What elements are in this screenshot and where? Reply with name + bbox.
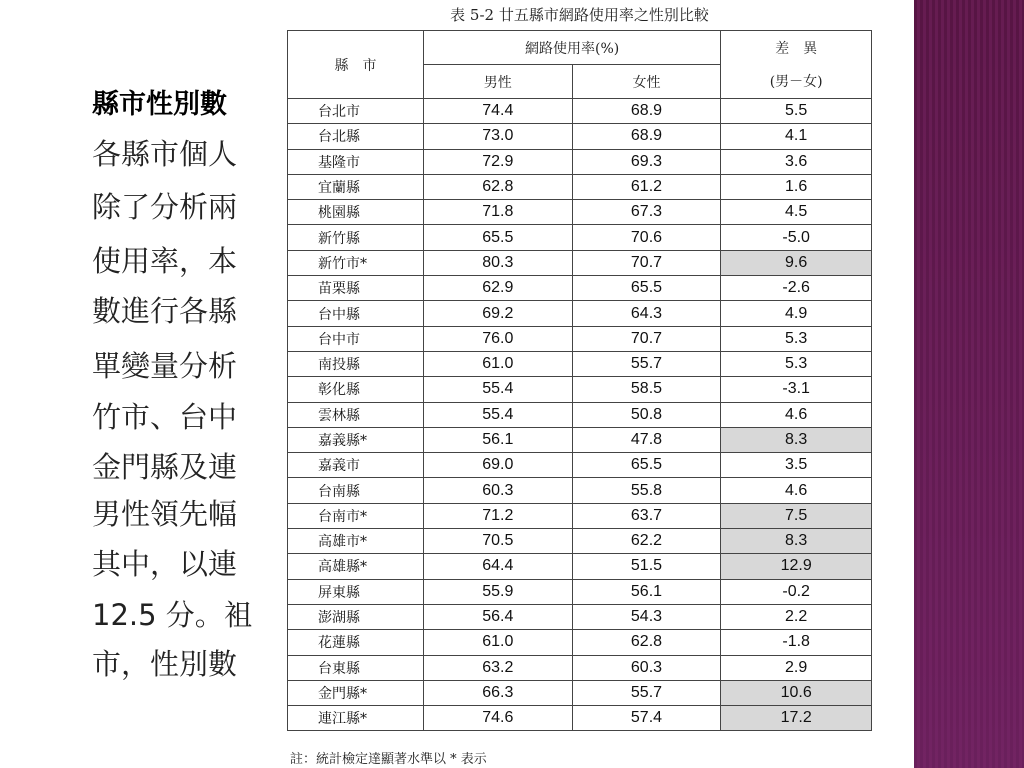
table-row	[288, 503, 872, 528]
male-rate-cell: 55.4	[423, 402, 572, 427]
slide-heading: 縣市性別數	[92, 89, 227, 120]
difference-cell: 2.2	[721, 604, 872, 629]
female-rate-cell: 56.1	[572, 579, 721, 604]
difference-cell: 1.6	[721, 174, 872, 199]
county-cell: 基隆市	[288, 149, 424, 174]
female-rate-cell: 70.7	[572, 250, 721, 275]
slide-text-line: 單變量分析	[92, 349, 238, 383]
header-diff: 差 異	[721, 31, 872, 65]
table-body	[288, 99, 872, 731]
difference-cell: -5.0	[721, 225, 872, 250]
male-rate-cell: 61.0	[423, 630, 572, 655]
table-row	[288, 351, 872, 376]
table-row	[288, 301, 872, 326]
male-rate-cell: 71.2	[423, 503, 572, 528]
table-row	[288, 604, 872, 629]
female-rate-cell: 69.3	[572, 149, 721, 174]
male-rate-cell: 56.1	[423, 427, 572, 452]
slide-text-line: 除了分析兩	[92, 190, 238, 224]
male-rate-cell: 60.3	[423, 478, 572, 503]
female-rate-cell: 58.5	[572, 377, 721, 402]
table-row	[288, 655, 872, 680]
table-row	[288, 529, 872, 554]
table-row	[288, 377, 872, 402]
table-row	[288, 680, 872, 705]
female-rate-cell: 62.8	[572, 630, 721, 655]
table-note: 註：統計檢定達顯著水準以 * 表示	[290, 752, 487, 767]
header-female: 女性	[572, 65, 721, 99]
female-rate-cell: 57.4	[572, 706, 721, 731]
county-cell: 高雄縣*	[288, 554, 424, 579]
male-rate-cell: 69.0	[423, 453, 572, 478]
county-cell: 台東縣	[288, 655, 424, 680]
difference-cell: 8.3	[721, 529, 872, 554]
male-rate-cell: 55.4	[423, 377, 572, 402]
gender-usage-table	[287, 30, 872, 731]
male-rate-cell: 62.8	[423, 174, 572, 199]
county-cell: 澎湖縣	[288, 604, 424, 629]
table-row	[288, 276, 872, 301]
difference-cell: 12.9	[721, 554, 872, 579]
difference-cell: 4.6	[721, 402, 872, 427]
male-rate-cell: 80.3	[423, 250, 572, 275]
female-rate-cell: 61.2	[572, 174, 721, 199]
table-row	[288, 225, 872, 250]
county-cell: 屏東縣	[288, 579, 424, 604]
female-rate-cell: 54.3	[572, 604, 721, 629]
county-cell: 連江縣*	[288, 706, 424, 731]
male-rate-cell: 76.0	[423, 326, 572, 351]
female-rate-cell: 70.7	[572, 326, 721, 351]
county-cell: 台中縣	[288, 301, 424, 326]
table-row	[288, 124, 872, 149]
difference-cell: 3.6	[721, 149, 872, 174]
female-rate-cell: 51.5	[572, 554, 721, 579]
header-diff-sub: (男－女)	[721, 65, 872, 99]
male-rate-cell: 62.9	[423, 276, 572, 301]
county-cell: 嘉義縣*	[288, 427, 424, 452]
male-rate-cell: 70.5	[423, 529, 572, 554]
header-usage-rate: 網路使用率(%)	[423, 31, 720, 65]
county-cell: 雲林縣	[288, 402, 424, 427]
county-cell: 台南市*	[288, 503, 424, 528]
female-rate-cell: 62.2	[572, 529, 721, 554]
male-rate-cell: 56.4	[423, 604, 572, 629]
county-cell: 花蓮縣	[288, 630, 424, 655]
female-rate-cell: 67.3	[572, 200, 721, 225]
difference-cell: 9.6	[721, 250, 872, 275]
female-rate-cell: 68.9	[572, 124, 721, 149]
table-row	[288, 453, 872, 478]
difference-cell: 2.9	[721, 655, 872, 680]
male-rate-cell: 71.8	[423, 200, 572, 225]
male-rate-cell: 66.3	[423, 680, 572, 705]
slide-text-line: 金門縣及連	[92, 450, 238, 484]
county-cell: 南投縣	[288, 351, 424, 376]
county-cell: 宜蘭縣	[288, 174, 424, 199]
slide-text-line: 市，性別數	[92, 647, 238, 681]
county-cell: 高雄市*	[288, 529, 424, 554]
difference-cell: -3.1	[721, 377, 872, 402]
male-rate-cell: 69.2	[423, 301, 572, 326]
male-rate-cell: 63.2	[423, 655, 572, 680]
slide-text-line: 各縣市個人	[92, 137, 238, 171]
female-rate-cell: 60.3	[572, 655, 721, 680]
difference-cell: 5.3	[721, 351, 872, 376]
table-row	[288, 326, 872, 351]
slide-text-line: 12.5 分。袓	[92, 598, 253, 632]
female-rate-cell: 70.6	[572, 225, 721, 250]
female-rate-cell: 55.8	[572, 478, 721, 503]
difference-cell: 4.5	[721, 200, 872, 225]
header-male: 男性	[423, 65, 572, 99]
slide-body-text	[92, 82, 292, 702]
decorative-side-bar	[914, 0, 1024, 768]
female-rate-cell: 65.5	[572, 453, 721, 478]
county-cell: 台中市	[288, 326, 424, 351]
difference-cell: -2.6	[721, 276, 872, 301]
difference-cell: 5.5	[721, 99, 872, 124]
table-row	[288, 99, 872, 124]
county-cell: 彰化縣	[288, 377, 424, 402]
county-cell: 新竹市*	[288, 250, 424, 275]
county-cell: 台北縣	[288, 124, 424, 149]
slide-text-line: 竹市、台中	[92, 400, 238, 434]
difference-cell: -0.2	[721, 579, 872, 604]
county-cell: 嘉義市	[288, 453, 424, 478]
table-header-row	[288, 31, 872, 65]
difference-cell: 7.5	[721, 503, 872, 528]
table-row	[288, 402, 872, 427]
difference-cell: 4.1	[721, 124, 872, 149]
table-row	[288, 200, 872, 225]
slide-text-line: 使用率，本	[92, 244, 238, 278]
male-rate-cell: 74.4	[423, 99, 572, 124]
female-rate-cell: 55.7	[572, 680, 721, 705]
male-rate-cell: 61.0	[423, 351, 572, 376]
male-rate-cell: 74.6	[423, 706, 572, 731]
difference-cell: 5.3	[721, 326, 872, 351]
female-rate-cell: 50.8	[572, 402, 721, 427]
difference-cell: 4.9	[721, 301, 872, 326]
table-row	[288, 579, 872, 604]
slide-text-line: 男性領先幅	[92, 497, 238, 531]
male-rate-cell: 73.0	[423, 124, 572, 149]
slide-text-line: 其中，以連	[92, 547, 238, 581]
table-caption: 表 5-2 廿五縣市網路使用率之性別比較	[450, 6, 709, 24]
table-row	[288, 149, 872, 174]
header-county: 縣 市	[288, 31, 424, 99]
table-row	[288, 630, 872, 655]
female-rate-cell: 65.5	[572, 276, 721, 301]
county-cell: 苗栗縣	[288, 276, 424, 301]
male-rate-cell: 64.4	[423, 554, 572, 579]
slide-text-line: 數進行各縣	[92, 294, 238, 328]
male-rate-cell: 65.5	[423, 225, 572, 250]
difference-cell: 4.6	[721, 478, 872, 503]
male-rate-cell: 55.9	[423, 579, 572, 604]
female-rate-cell: 63.7	[572, 503, 721, 528]
female-rate-cell: 68.9	[572, 99, 721, 124]
female-rate-cell: 47.8	[572, 427, 721, 452]
difference-cell: 3.5	[721, 453, 872, 478]
table-row	[288, 478, 872, 503]
county-cell: 桃園縣	[288, 200, 424, 225]
female-rate-cell: 55.7	[572, 351, 721, 376]
difference-cell: 17.2	[721, 706, 872, 731]
male-rate-cell: 72.9	[423, 149, 572, 174]
table-row	[288, 427, 872, 452]
female-rate-cell: 64.3	[572, 301, 721, 326]
difference-cell: -1.8	[721, 630, 872, 655]
difference-cell: 10.6	[721, 680, 872, 705]
table-row	[288, 706, 872, 731]
county-cell: 台南縣	[288, 478, 424, 503]
county-cell: 台北市	[288, 99, 424, 124]
county-cell: 新竹縣	[288, 225, 424, 250]
table-row	[288, 174, 872, 199]
table-row	[288, 554, 872, 579]
difference-cell: 8.3	[721, 427, 872, 452]
county-cell: 金門縣*	[288, 680, 424, 705]
table-row	[288, 250, 872, 275]
